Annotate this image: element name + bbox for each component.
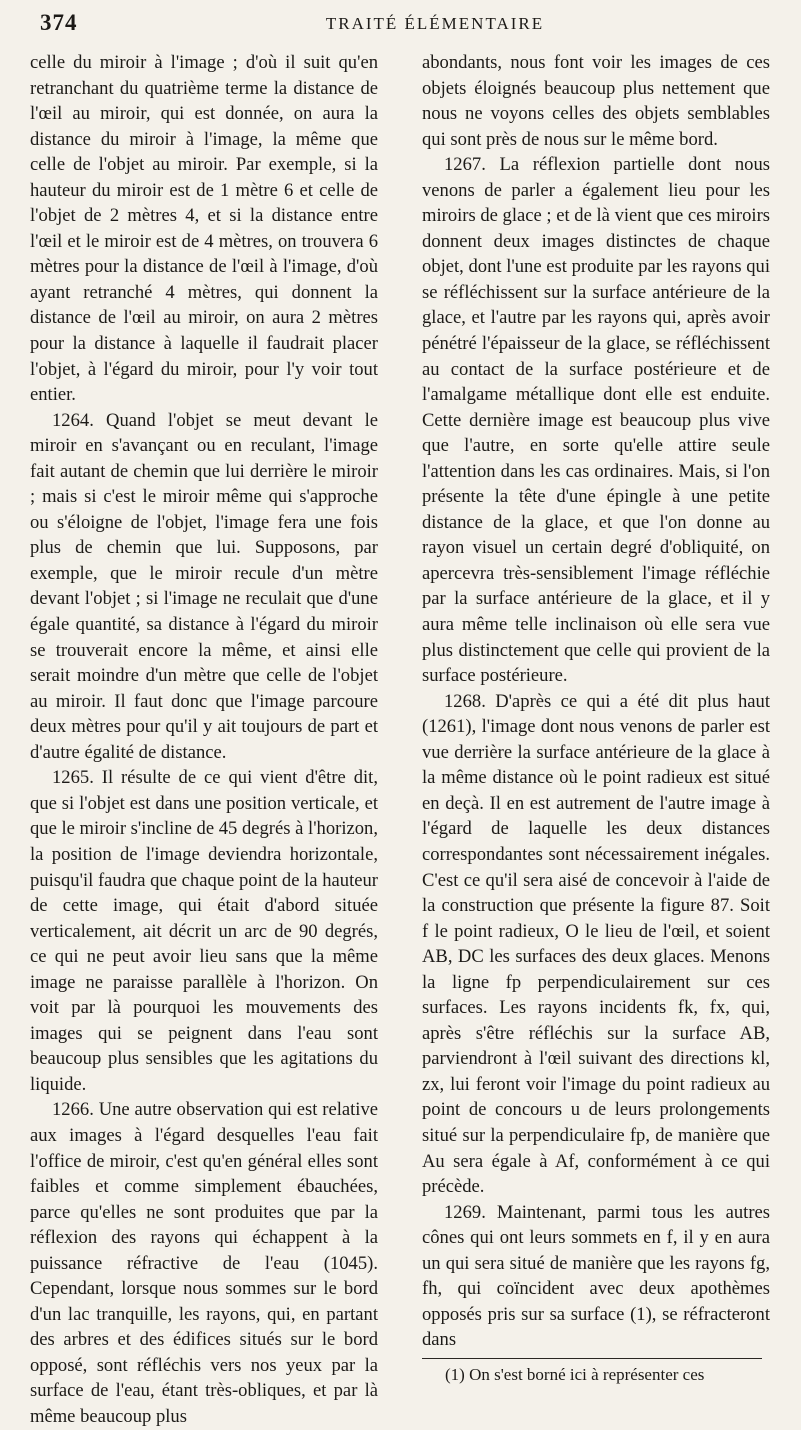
footnote-divider: [422, 1358, 762, 1359]
footnote: (1) On s'est borné ici à représenter ces: [445, 1365, 705, 1384]
paragraph-1267: 1267. La réflexion partielle dont nous venons de parler a également lieu pour les miroirs de glace ; et de là vient que ces miroirs donnent deux images distinctes de chaque objet, dont l'une est produite par les rayons qui se réfléchissent sur la surface antérieure de la glace, et l'autre par les rayons qui, après avoir pénétré l'épaisseur de la glace, se réfléchissent au contact de la surface postérieure et de l'amalgame métallique dont elle est enduite. Cette dernière image est beaucoup plus vive que l'autre, en sorte qu'elle attire seule l'attention dans les cas ordinaires. Mais, si l'on présente la tête d'une épingle à une petite distance de la glace, et que l'on donne au rayon visuel un certain degré d'obliquité, on apercevra très-sensiblement l'image réfléchie par la surface antérieure de la glace, et il y aura même telle inclinaison où elle sera vue plus distinctement que celle qui provient de la surface postérieure.: [422, 154, 770, 687]
right-column: [422, 50, 770, 1353]
paragraph-1269: 1269. Maintenant, parmi tous les autres cônes qui ont leurs sommets en f, il y en aura un qui sera situé de manière que les rayons fg, fh, qui coïncident avec deux apothèmes opposés pris sur sa surface (1), se réfracteront dans: [422, 1201, 770, 1351]
paragraph-1268: 1268. D'après ce qui a été dit plus haut (1261), l'image dont nous venons de parler est vue derrière la surface antérieure de la glace à la même distance où le point radieux est situé en deçà. Il en est autrement de l'autre image à l'égard de laquelle les deux distances correspondantes sont nécessairement inégales. C'est ce qu'il sera aisé de concevoir à l'aide de la construction que présente la figure 87. Soit f le point radieux, O le lieu de l'œil, et soient AB, DC les surfaces des deux glaces. Menons la ligne fp perpendiculairement sur ces surfaces. Les rayons incidents fk, fx, qui, après s'être réfléchis sur la surface AB, parviendront à l'œil suivant des directions kl, zx, lui feront voir l'image du point radieux au point de concours u de leurs prolongements situé sur la perpendiculaire fp, de manière que Au sera égale à Af, conformément à ce qui précède.: [422, 690, 770, 1198]
paragraph-1266: 1266. Une autre observation qui est relative aux images à l'égard desquelles l'eau fait l'office de miroir, c'est qu'en général elles sont faibles et comme simplement ébauchées, parce qu'elles ne sont produites que par la réflexion des rayons qui échappent à la puissance réfractive de l'eau (1045). Cependant, lorsque nous sommes sur le bord d'un lac tranquille, les rayons, qui, en partant des arbres et des édifices situés sur le bord opposé, sont réfléchis vers nos yeux par la surface de l'eau, étant très-obliques, et par là même beaucoup plus: [30, 1099, 378, 1427]
paragraph-continued-right: abondants, nous font voir les images de ces objets éloignés beaucoup plus nettement que nous ne voyons celles des objets semblables qui sont près de nous sur le même bord.: [422, 52, 770, 150]
paragraph-1265: 1265. Il résulte de ce qui vient d'être dit, que si l'objet est dans une position verticale, et que le miroir s'incline de 45 degrés à l'horizon, la position de l'image deviendra horizontale, puisqu'il faudra que chaque point de la hauteur de cette image, qui était d'abord située verticalement, ait décrit un arc de 90 degrés, ce qui ne peut avoir lieu sans que la même image ne paraisse parallèle à l'horizon. On voit par là pourquoi les mouvements des images qui se peignent dans l'eau sont beaucoup plus sensibles que les agitations du liquide.: [30, 767, 378, 1095]
paragraph-1264: 1264. Quand l'objet se meut devant le miroir en s'avançant ou en reculant, l'image fait autant de chemin que lui derrière le miroir ; mais si c'est le miroir même qui s'approche ou s'éloigne de l'objet, l'image fera une fois plus de chemin que lui. Supposons, par exemple, que le miroir recule d'un mètre devant l'objet ; si l'image ne reculait que d'une égale quantité, sa distance à l'égard du miroir se trouverait encore la même, et ainsi elle serait moindre d'un mètre que celle de l'objet au miroir. Il faut donc que l'image parcoure deux mètres pour qu'il y ait toujours de part et d'autre égalité de distance.: [30, 409, 378, 763]
page-number: 374: [40, 10, 78, 35]
running-title: TRAITÉ ÉLÉMENTAIRE: [325, 14, 545, 33]
paragraph-continued: celle du miroir à l'image ; d'où il suit qu'en retranchant du quatrième terme la distance de l'œil au miroir, qui est donnée, on aura la distance du miroir à l'image, la même que celle de l'objet au miroir. Par exemple, si la hauteur du miroir est de 1 mètre 6 et celle de l'objet de 2 mètres 4, et si la distance entre l'œil et le miroir est de 4 mètres, on trouvera 6 mètres pour la distance de l'œil à l'image, d'où ayant retranché 4 mètres, qui donnent la distance de l'œil au miroir, on aura 2 mètres pour la distance à laquelle il faudrait placer l'objet, à l'égard du miroir, pour l'y voir tout entier.: [30, 52, 378, 406]
page-header: [40, 6, 770, 40]
left-column: [30, 50, 378, 1430]
